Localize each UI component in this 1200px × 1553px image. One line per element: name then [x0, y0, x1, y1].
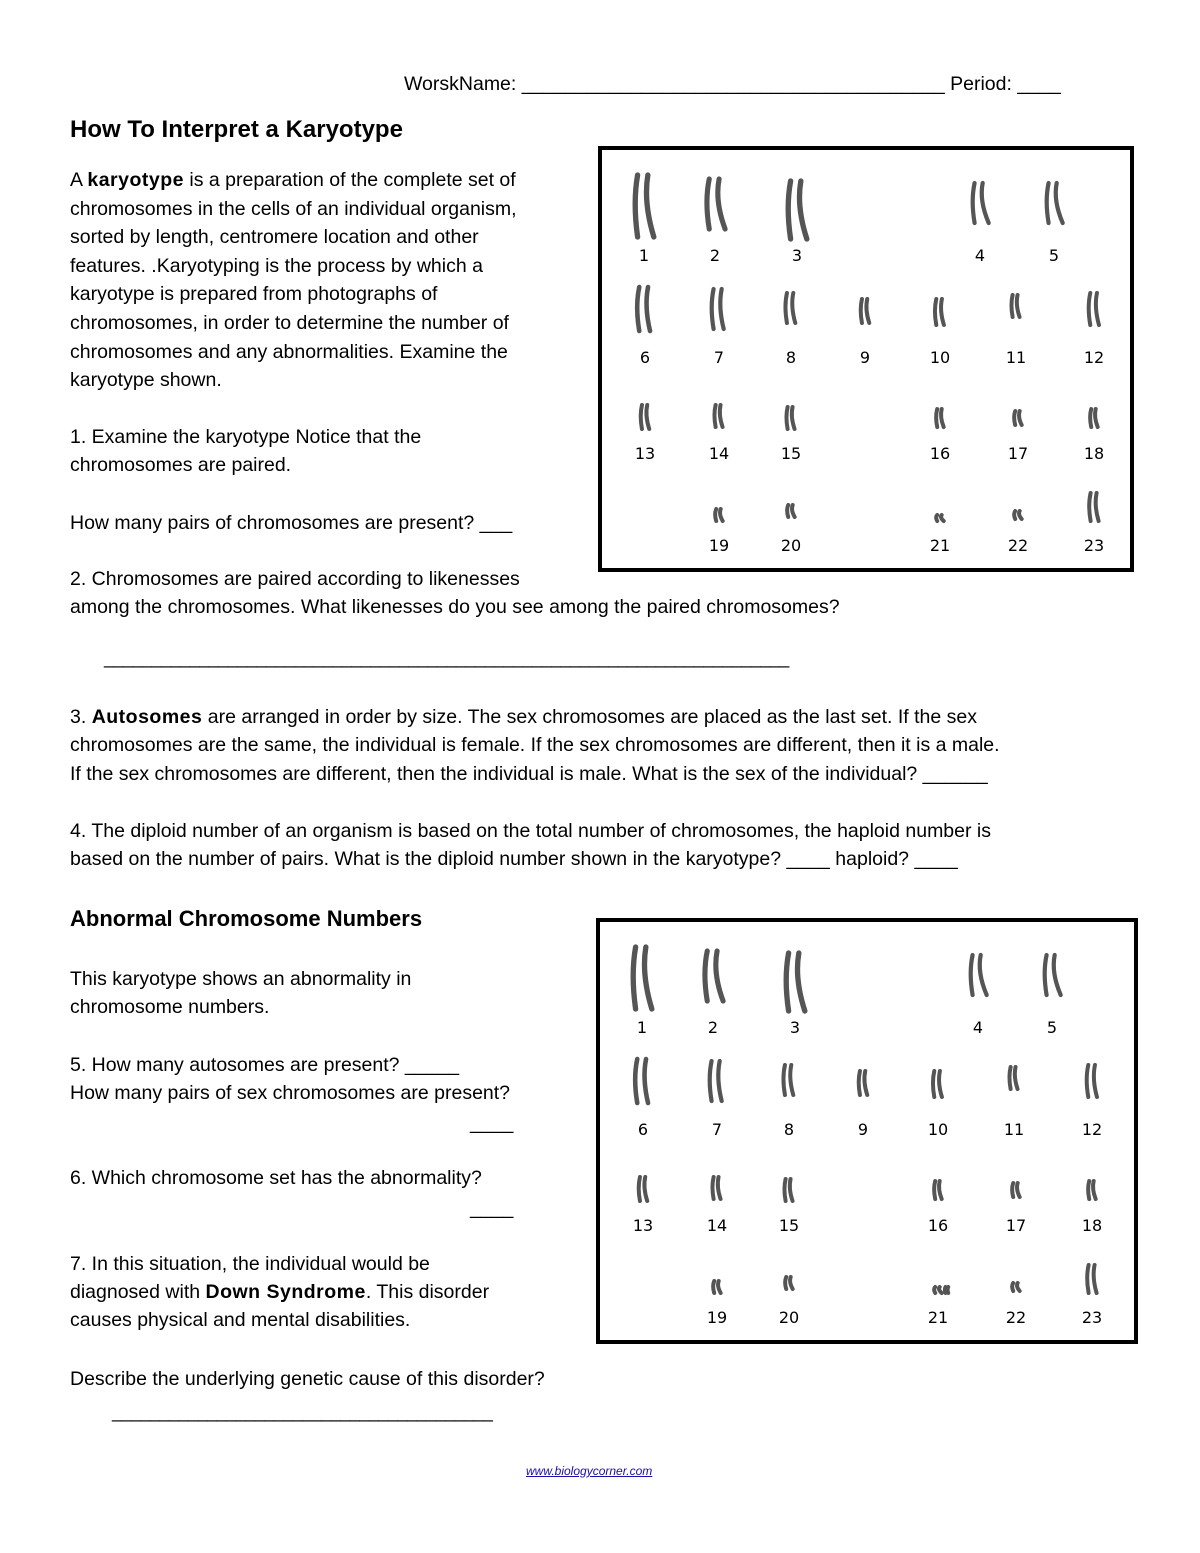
k2-label-5: 5	[1046, 1018, 1058, 1037]
k2-label-19: 19	[706, 1308, 728, 1327]
k2-label-16: 16	[927, 1216, 949, 1235]
q6-line-1: 6. Which chromosome set has the abnormality?	[70, 1167, 482, 1189]
k1-chromosome-12	[1084, 290, 1105, 328]
intro-line-1: A karyotype is a preparation of the complete set of	[70, 169, 516, 191]
k2-chromosome-10	[929, 1068, 947, 1100]
k1-label-9: 9	[859, 348, 871, 367]
q6-answer-blank[interactable]: ____	[470, 1197, 514, 1219]
k1-chromosome-6	[631, 284, 659, 334]
k1-chromosome-23	[1085, 490, 1104, 524]
k2-chromosome-23	[1083, 1262, 1102, 1296]
k2-label-17: 17	[1005, 1216, 1027, 1235]
q7b-question: Describe the underlying genetic cause of this disorder?	[70, 1368, 545, 1390]
k2-label-10: 10	[927, 1120, 949, 1139]
q7-line-1: 7. In this situation, the individual would be	[70, 1253, 430, 1275]
k2-label-8: 8	[783, 1120, 795, 1139]
k2-chromosome-4	[965, 952, 990, 998]
q2-answer-blank[interactable]: ________________________________________________________________________	[104, 648, 789, 668]
q1-pairs-question[interactable]: How many pairs of chromosomes are present? ___	[70, 512, 513, 534]
q2-line-2: among the chromosomes. What likenesses do you see among the paired chromosomes?	[70, 596, 840, 618]
k1-chromosome-16	[933, 406, 947, 430]
k2-chromosome-1	[626, 944, 658, 1012]
k2-label-2: 2	[707, 1018, 719, 1037]
k1-label-8: 8	[785, 348, 797, 367]
k2-label-13: 13	[632, 1216, 654, 1235]
k1-chromosome-21	[933, 512, 947, 524]
name-period-line: WorskName: _______________________________________ Period: ____	[404, 73, 1061, 95]
q1-line-1: 1. Examine the karyotype Notice that the	[70, 426, 422, 448]
k1-label-1: 1	[638, 246, 650, 265]
k2-chromosome-16	[931, 1178, 945, 1202]
k1-chromosome-4	[967, 180, 992, 226]
q5-answer-blank[interactable]: ____	[470, 1112, 514, 1134]
section-title-karyotype: How To Interpret a Karyotype	[70, 116, 403, 143]
k1-chromosome-5	[1041, 180, 1066, 226]
s2-intro-line-2: chromosome numbers.	[70, 996, 270, 1018]
k1-chromosome-18	[1087, 406, 1101, 430]
intro-line-2: chromosomes in the cells of an individual organism,	[70, 198, 517, 220]
k1-label-19: 19	[708, 536, 730, 555]
down-syndrome-term: Down Syndrome	[205, 1281, 366, 1303]
k2-chromosome-9	[855, 1068, 872, 1098]
karyotype-abnormal	[596, 918, 1138, 1344]
q7-line-2: diagnosed with Down Syndrome. This disorder	[70, 1281, 490, 1303]
k2-chromosome-22	[1009, 1280, 1023, 1294]
k2-label-23: 23	[1081, 1308, 1103, 1327]
k2-label-9: 9	[857, 1120, 869, 1139]
k1-label-15: 15	[780, 444, 802, 463]
k1-chromosome-17	[1011, 408, 1025, 428]
k2-label-15: 15	[778, 1216, 800, 1235]
footer-link[interactable]: www.biologycorner.com	[526, 1464, 653, 1478]
k1-label-21: 21	[929, 536, 951, 555]
k2-chromosome-5	[1039, 952, 1064, 998]
k2-label-12: 12	[1081, 1120, 1103, 1139]
k2-label-6: 6	[637, 1120, 649, 1139]
k2-chromosome-13	[635, 1174, 652, 1204]
k1-chromosome-14	[711, 402, 726, 430]
intro-line-5: karyotype is prepared from photographs of	[70, 283, 438, 305]
k1-label-17: 17	[1007, 444, 1029, 463]
k1-label-11: 11	[1005, 348, 1027, 367]
autosomes-term: Autosomes	[91, 706, 203, 728]
q3-line-3[interactable]: If the sex chromosomes are different, then the individual is male. What is the sex of the individual? ______	[70, 763, 988, 785]
q4-line-1: 4. The diploid number of an organism is based on the total number of chromosomes, the haploid number is	[70, 820, 991, 842]
k2-chromosome-6	[629, 1056, 657, 1106]
k1-chromosome-15	[783, 404, 798, 432]
k2-chromosome-17	[1009, 1180, 1023, 1200]
k2-chromosome-18	[1085, 1178, 1099, 1202]
q4-line-2[interactable]: based on the number of pairs. What is the diploid number shown in the karyotype? ____ haploid? ____	[70, 848, 958, 870]
intro-line-3: sorted by length, centromere location and other	[70, 226, 479, 248]
k1-label-18: 18	[1083, 444, 1105, 463]
k2-label-21: 21	[927, 1308, 949, 1327]
q2-line-1: 2. Chromosomes are paired according to likenesses	[70, 568, 520, 590]
k1-label-2: 2	[709, 246, 721, 265]
k1-chromosome-10	[931, 296, 949, 328]
k1-label-4: 4	[974, 246, 986, 265]
k1-chromosome-9	[857, 296, 874, 326]
k2-chromosome-19	[710, 1278, 724, 1296]
k2-label-22: 22	[1005, 1308, 1027, 1327]
k1-chromosome-8	[781, 290, 801, 326]
intro-line-4: features. .Karyotyping is the process by which a	[70, 255, 483, 277]
q5-line-2: How many pairs of sex chromosomes are present?	[70, 1082, 511, 1104]
k1-label-20: 20	[780, 536, 802, 555]
k2-chromosome-2	[698, 948, 729, 1004]
k1-label-23: 23	[1083, 536, 1105, 555]
section-title-abnormal: Abnormal Chromosome Numbers	[70, 906, 423, 931]
k2-chromosome-15	[781, 1176, 796, 1204]
k2-label-1: 1	[636, 1018, 648, 1037]
q5-line-1[interactable]: 5. How many autosomes are present? _____	[70, 1054, 460, 1076]
k1-label-7: 7	[713, 348, 725, 367]
k2-chromosome-8	[779, 1062, 799, 1098]
k1-label-13: 13	[634, 444, 656, 463]
k2-label-3: 3	[789, 1018, 801, 1037]
k1-label-10: 10	[929, 348, 951, 367]
k1-label-12: 12	[1083, 348, 1105, 367]
k2-label-14: 14	[706, 1216, 728, 1235]
k1-chromosome-7	[706, 286, 731, 332]
k1-chromosome-19	[712, 506, 726, 524]
k1-label-3: 3	[791, 246, 803, 265]
k1-chromosome-1	[628, 172, 660, 240]
k2-label-11: 11	[1003, 1120, 1025, 1139]
k1-label-22: 22	[1007, 536, 1029, 555]
q3-line-1: 3. Autosomes are arranged in order by size. The sex chromosomes are placed as the last set. If the sex	[70, 706, 977, 728]
q7b-answer-blank[interactable]: ________________________________________	[112, 1402, 493, 1422]
s2-intro-line-1: This karyotype shows an abnormality in	[70, 968, 412, 990]
k1-chromosome-22	[1011, 508, 1025, 522]
k1-chromosome-3	[781, 178, 813, 242]
k2-chromosome-11	[1006, 1064, 1021, 1092]
k2-label-20: 20	[778, 1308, 800, 1327]
k1-label-6: 6	[639, 348, 651, 367]
k2-chromosome-21	[931, 1284, 945, 1296]
k2-label-18: 18	[1081, 1216, 1103, 1235]
k1-label-14: 14	[708, 444, 730, 463]
karyotype-normal	[598, 146, 1134, 572]
k2-chromosome-20	[782, 1274, 796, 1292]
k1-label-16: 16	[929, 444, 951, 463]
k2-label-7: 7	[711, 1120, 723, 1139]
k1-chromosome-11	[1008, 292, 1023, 320]
k1-label-5: 5	[1048, 246, 1060, 265]
intro-line-7: chromosomes and any abnormalities. Examine the	[70, 341, 508, 363]
k2-chromosome-3	[779, 950, 811, 1014]
k1-chromosome-13	[637, 402, 654, 432]
k2-chromosome-7	[704, 1058, 729, 1104]
k2-chromosome-12	[1082, 1062, 1103, 1100]
k1-chromosome-2	[700, 176, 731, 232]
k2-label-4: 4	[972, 1018, 984, 1037]
k1-chromosome-20	[784, 502, 798, 520]
k2-chromosome-14	[709, 1174, 724, 1202]
q1-line-2: chromosomes are paired.	[70, 454, 292, 476]
q3-line-2: chromosomes are the same, the individual is female. If the sex chromosomes are different, then it is a male.	[70, 734, 1000, 756]
intro-line-8: karyotype shown.	[70, 369, 222, 391]
q7-line-3: causes physical and mental disabilities.	[70, 1309, 411, 1331]
karyotype-term: karyotype	[87, 169, 184, 191]
intro-line-6: chromosomes, in order to determine the number of	[70, 312, 509, 334]
